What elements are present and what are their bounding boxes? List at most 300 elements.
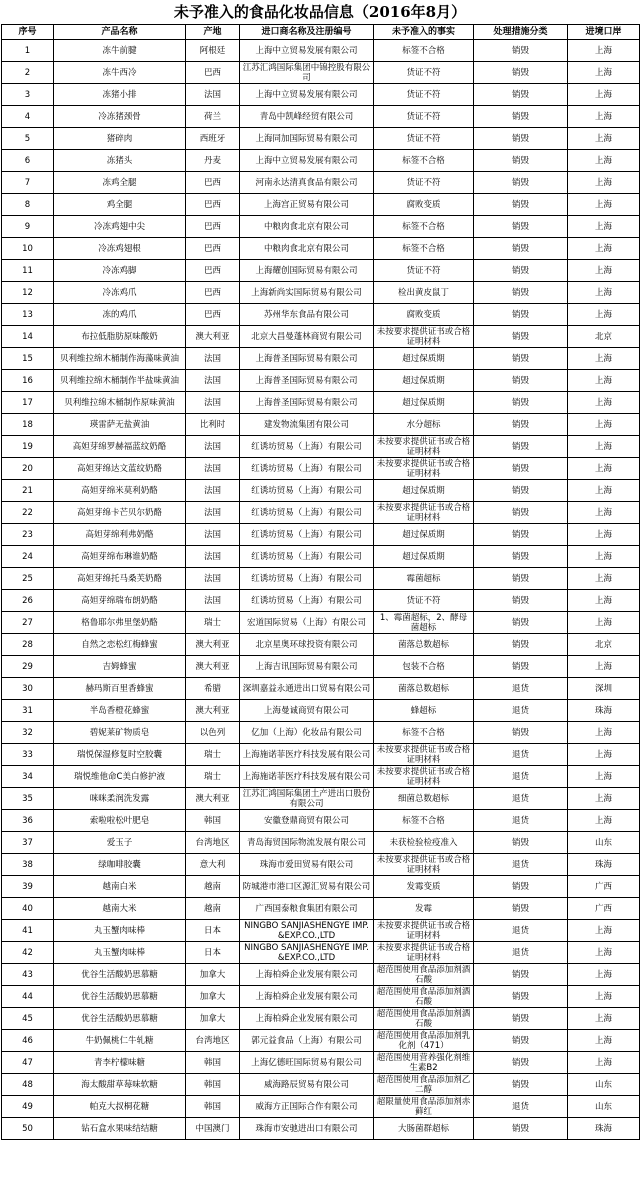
table-row <box>2 612 640 634</box>
cell-port: 上海 <box>568 480 640 502</box>
cell-importer: 上海同加国际贸易有限公司 <box>240 128 374 150</box>
table-row <box>2 1096 640 1118</box>
cell-port: 上海 <box>568 128 640 150</box>
cell-index: 2 <box>2 62 54 84</box>
cell-product-name: 高妲芽绵卡芒贝尔奶酪 <box>54 502 186 524</box>
cell-product-name: 猪碎肉 <box>54 128 186 150</box>
cell-port: 广西 <box>568 876 640 898</box>
cell-importer: 上海耀创国际贸易有限公司 <box>240 260 374 282</box>
cell-port: 上海 <box>568 1030 640 1052</box>
cell-importer: 上海普圣国际贸易有限公司 <box>240 348 374 370</box>
cell-index: 23 <box>2 524 54 546</box>
cell-product-name: 高妲芽绵瑞布朗奶酪 <box>54 590 186 612</box>
cell-importer: 北京大昌曼蓬林商贸有限公司 <box>240 326 374 348</box>
cell-product-name: 瑞悦保湿修复时空胶囊 <box>54 744 186 766</box>
cell-index: 29 <box>2 656 54 678</box>
cell-index: 47 <box>2 1052 54 1074</box>
cell-port: 上海 <box>568 238 640 260</box>
cell-port: 上海 <box>568 964 640 986</box>
header-importer: 进口商名称及注册编号 <box>240 25 374 40</box>
cell-importer: 郭元益食品（上海）有限公司 <box>240 1030 374 1052</box>
cell-origin: 法国 <box>186 370 240 392</box>
cell-action: 销毁 <box>474 1030 568 1052</box>
cell-importer: 上海中立贸易发展有限公司 <box>240 150 374 172</box>
header-origin: 产地 <box>186 25 240 40</box>
cell-product-name: 高妲芽绵罗赫福蓝纹奶酪 <box>54 436 186 458</box>
cell-importer: 上海曼诚商贸有限公司 <box>240 700 374 722</box>
cell-action: 退货 <box>474 942 568 964</box>
table-row <box>2 370 640 392</box>
table-row <box>2 348 640 370</box>
cell-index: 3 <box>2 84 54 106</box>
cell-origin: 法国 <box>186 524 240 546</box>
cell-origin: 加拿大 <box>186 964 240 986</box>
cell-action: 销毁 <box>474 282 568 304</box>
cell-origin: 韩国 <box>186 810 240 832</box>
cell-importer: 红诱坊贸易（上海）有限公司 <box>240 458 374 480</box>
cell-reason: 超过保质期 <box>374 370 474 392</box>
cell-origin: 巴西 <box>186 194 240 216</box>
document-title: 未予准入的食品化妆品信息（2016年8月） <box>173 3 467 21</box>
cell-origin: 澳大利亚 <box>186 634 240 656</box>
cell-product-name: 自然之恋松红梅蜂蜜 <box>54 634 186 656</box>
cell-port: 上海 <box>568 348 640 370</box>
cell-importer: 中粮肉食北京有限公司 <box>240 216 374 238</box>
cell-reason: 大肠菌群超标 <box>374 1118 474 1140</box>
cell-product-name: 贝利维拉绵木桶制作海藻味黄油 <box>54 348 186 370</box>
cell-importer: 江苏汇鸿国际集团中锦控股有限公司 <box>240 62 374 84</box>
cell-port: 上海 <box>568 942 640 964</box>
cell-reason: 未按要求提供证书或合格证明材料 <box>374 744 474 766</box>
cell-reason: 霉菌超标 <box>374 568 474 590</box>
cell-action: 退货 <box>474 1096 568 1118</box>
cell-reason: 未获检验检疫准入 <box>374 832 474 854</box>
cell-action: 销毁 <box>474 1052 568 1074</box>
cell-importer: 青岛中凯峰经贸有限公司 <box>240 106 374 128</box>
table-row <box>2 480 640 502</box>
cell-port: 上海 <box>568 150 640 172</box>
cell-action: 退货 <box>474 810 568 832</box>
cell-index: 19 <box>2 436 54 458</box>
cell-origin: 丹麦 <box>186 150 240 172</box>
cell-product-name: 高妲芽绵布琳谁奶酪 <box>54 546 186 568</box>
cell-reason: 超过保质期 <box>374 348 474 370</box>
cell-origin: 澳大利亚 <box>186 700 240 722</box>
table-row <box>2 458 640 480</box>
table-row <box>2 392 640 414</box>
header-index: 序号 <box>2 25 54 40</box>
cell-reason: 标签不合格 <box>374 238 474 260</box>
table-row <box>2 84 640 106</box>
cell-action: 销毁 <box>474 128 568 150</box>
cell-action: 退货 <box>474 788 568 810</box>
cell-importer: 河南永达清真食品有限公司 <box>240 172 374 194</box>
header-product-name: 产品名称 <box>54 25 186 40</box>
cell-action: 销毁 <box>474 370 568 392</box>
cell-reason: 货证不符 <box>374 106 474 128</box>
cell-action: 销毁 <box>474 546 568 568</box>
cell-importer: 红诱坊贸易（上海）有限公司 <box>240 480 374 502</box>
cell-index: 39 <box>2 876 54 898</box>
cell-action: 销毁 <box>474 194 568 216</box>
cell-reason: 货证不符 <box>374 84 474 106</box>
cell-port: 珠海 <box>568 854 640 876</box>
cell-reason: 超范围使用食品添加剂酒石酸 <box>374 964 474 986</box>
cell-importer: 上海宫正贸易有限公司 <box>240 194 374 216</box>
cell-product-name: 优谷生活酸奶思慕糖 <box>54 964 186 986</box>
cell-product-name: 越南白米 <box>54 876 186 898</box>
cell-action: 销毁 <box>474 568 568 590</box>
cell-origin: 瑞士 <box>186 612 240 634</box>
table-row <box>2 722 640 744</box>
cell-origin: 巴西 <box>186 62 240 84</box>
cell-action: 销毁 <box>474 216 568 238</box>
cell-product-name: 高妲芽绵米莫利奶酪 <box>54 480 186 502</box>
cell-importer: 上海亿德旺国际贸易有限公司 <box>240 1052 374 1074</box>
cell-origin: 荷兰 <box>186 106 240 128</box>
cell-action: 销毁 <box>474 1074 568 1096</box>
cell-product-name: 半岛香橙花蜂蜜 <box>54 700 186 722</box>
cell-index: 22 <box>2 502 54 524</box>
cell-action: 销毁 <box>474 436 568 458</box>
cell-importer: 亿加（上海）化妆品有限公司 <box>240 722 374 744</box>
cell-reason: 菌落总数超标 <box>374 678 474 700</box>
cell-origin: 巴西 <box>186 304 240 326</box>
table-row <box>2 260 640 282</box>
cell-reason: 腐败变质 <box>374 194 474 216</box>
cell-origin: 法国 <box>186 84 240 106</box>
table-row <box>2 876 640 898</box>
cell-origin: 韩国 <box>186 1096 240 1118</box>
cell-product-name: 绿咖啡胶囊 <box>54 854 186 876</box>
cell-origin: 韩国 <box>186 1052 240 1074</box>
cell-product-name: 优谷生活酸奶思慕糖 <box>54 1008 186 1030</box>
cell-product-name: 越南大米 <box>54 898 186 920</box>
cell-reason: 超过保质期 <box>374 480 474 502</box>
cell-product-name: 海太酸甜草莓味软糖 <box>54 1074 186 1096</box>
cell-reason: 货证不符 <box>374 172 474 194</box>
cell-reason: 发霉 <box>374 898 474 920</box>
cell-index: 24 <box>2 546 54 568</box>
header-row <box>2 25 640 40</box>
cell-action: 销毁 <box>474 304 568 326</box>
table-row <box>2 502 640 524</box>
cell-port: 北京 <box>568 326 640 348</box>
cell-index: 7 <box>2 172 54 194</box>
cell-port: 上海 <box>568 106 640 128</box>
cell-index: 34 <box>2 766 54 788</box>
cell-port: 上海 <box>568 656 640 678</box>
cell-importer: NINGBO SANJIASHENGYE IMP.&EXP.CO.,LTD <box>240 942 374 964</box>
cell-reason: 未按要求提供证书或合格证明材料 <box>374 942 474 964</box>
cell-index: 4 <box>2 106 54 128</box>
cell-reason: 未按要求提供证书或合格证明材料 <box>374 458 474 480</box>
cell-product-name: 贝利维拉绵木桶制作半盐味黄油 <box>54 370 186 392</box>
cell-index: 32 <box>2 722 54 744</box>
cell-action: 销毁 <box>474 722 568 744</box>
table-row <box>2 436 640 458</box>
table-row <box>2 326 640 348</box>
cell-product-name: 布拉低脂肪原味酸奶 <box>54 326 186 348</box>
table-row <box>2 788 640 810</box>
cell-importer: 红诱坊贸易（上海）有限公司 <box>240 524 374 546</box>
cell-port: 珠海 <box>568 1118 640 1140</box>
table-row <box>2 964 640 986</box>
table-row <box>2 634 640 656</box>
cell-port: 上海 <box>568 920 640 942</box>
cell-index: 26 <box>2 590 54 612</box>
cell-action: 退货 <box>474 766 568 788</box>
cell-origin: 越南 <box>186 876 240 898</box>
cell-reason: 超过保质期 <box>374 546 474 568</box>
cell-importer: 江苏汇鸿国际集团土产进出口股份有限公司 <box>240 788 374 810</box>
cell-action: 销毁 <box>474 414 568 436</box>
table-row <box>2 1030 640 1052</box>
cell-port: 上海 <box>568 194 640 216</box>
cell-action: 销毁 <box>474 898 568 920</box>
table-row <box>2 62 640 84</box>
cell-product-name: 丸玉蟹肉味棒 <box>54 920 186 942</box>
cell-importer: 中粮肉食北京有限公司 <box>240 238 374 260</box>
cell-reason: 超限量使用食品添加剂赤藓红 <box>374 1096 474 1118</box>
cell-origin: 法国 <box>186 436 240 458</box>
cell-importer: 北京星奥环球投资有限公司 <box>240 634 374 656</box>
cell-importer: 安徽登鼎商贸有限公司 <box>240 810 374 832</box>
cell-importer: 上海施诺菲医疗科技发展有限公司 <box>240 744 374 766</box>
cell-reason: 超范围使用食品添加剂酒石酸 <box>374 1008 474 1030</box>
cell-reason: 货证不符 <box>374 62 474 84</box>
cell-reason: 检出黄皮鼠丁 <box>374 282 474 304</box>
cell-importer: 深圳嘉益永通进出口贸易有限公司 <box>240 678 374 700</box>
cell-port: 上海 <box>568 568 640 590</box>
cell-index: 37 <box>2 832 54 854</box>
table-row <box>2 700 640 722</box>
cell-importer: 上海中立贸易发展有限公司 <box>240 84 374 106</box>
header-reason: 未予准入的事实 <box>374 25 474 40</box>
cell-action: 销毁 <box>474 612 568 634</box>
cell-reason: 菌落总数超标 <box>374 634 474 656</box>
cell-importer: 上海普圣国际贸易有限公司 <box>240 370 374 392</box>
cell-action: 销毁 <box>474 964 568 986</box>
cell-port: 上海 <box>568 744 640 766</box>
cell-index: 44 <box>2 986 54 1008</box>
cell-reason: 超范围使用食品添加剂乳化剂（471） <box>374 1030 474 1052</box>
cell-reason: 标签不合格 <box>374 150 474 172</box>
cell-port: 上海 <box>568 590 640 612</box>
table-row <box>2 524 640 546</box>
cell-product-name: 冷冻猪颈骨 <box>54 106 186 128</box>
cell-index: 45 <box>2 1008 54 1030</box>
cell-action: 销毁 <box>474 480 568 502</box>
table-row <box>2 744 640 766</box>
cell-action: 销毁 <box>474 656 568 678</box>
table-row <box>2 920 640 942</box>
header-action: 处理措施分类 <box>474 25 568 40</box>
cell-product-name: 吉姆蜂蜜 <box>54 656 186 678</box>
cell-port: 上海 <box>568 84 640 106</box>
cell-index: 12 <box>2 282 54 304</box>
cell-origin: 越南 <box>186 898 240 920</box>
cell-port: 上海 <box>568 1052 640 1074</box>
cell-reason: 未按要求提供证书或合格证明材料 <box>374 326 474 348</box>
cell-index: 17 <box>2 392 54 414</box>
cell-index: 48 <box>2 1074 54 1096</box>
cell-port: 上海 <box>568 216 640 238</box>
table-row <box>2 304 640 326</box>
table-row <box>2 656 640 678</box>
cell-importer: 上海新尚实国际贸易有限公司 <box>240 282 374 304</box>
cell-product-name: 青李柠檬味糖 <box>54 1052 186 1074</box>
cell-action: 销毁 <box>474 502 568 524</box>
cell-action: 销毁 <box>474 876 568 898</box>
table-row <box>2 128 640 150</box>
cell-origin: 西班牙 <box>186 128 240 150</box>
cell-port: 上海 <box>568 392 640 414</box>
cell-product-name: 冻的鸡爪 <box>54 304 186 326</box>
cell-index: 35 <box>2 788 54 810</box>
rejected-products-table <box>1 24 640 1140</box>
cell-product-name: 冻牛前腱 <box>54 40 186 62</box>
cell-product-name: 爱玉子 <box>54 832 186 854</box>
cell-port: 上海 <box>568 304 640 326</box>
cell-action: 退货 <box>474 744 568 766</box>
cell-product-name: 赫玛斯百里香蜂蜜 <box>54 678 186 700</box>
cell-index: 1 <box>2 40 54 62</box>
cell-origin: 日本 <box>186 920 240 942</box>
cell-index: 15 <box>2 348 54 370</box>
cell-origin: 中国澳门 <box>186 1118 240 1140</box>
cell-reason: 未按要求提供证书或合格证明材料 <box>374 436 474 458</box>
cell-port: 上海 <box>568 370 640 392</box>
table-row <box>2 106 640 128</box>
cell-origin: 加拿大 <box>186 986 240 1008</box>
cell-port: 上海 <box>568 546 640 568</box>
cell-reason: 水分超标 <box>374 414 474 436</box>
cell-port: 上海 <box>568 172 640 194</box>
cell-product-name: 咪咪柔润洗发露 <box>54 788 186 810</box>
cell-product-name: 优谷生活酸奶思慕糖 <box>54 986 186 1008</box>
cell-reason: 超范围使用营养强化剂维生素B2 <box>374 1052 474 1074</box>
cell-importer: 威海路辰贸易有限公司 <box>240 1074 374 1096</box>
cell-importer: NINGBO SANJIASHENGYE IMP.&EXP.CO.,LTD <box>240 920 374 942</box>
table-row <box>2 1052 640 1074</box>
cell-origin: 法国 <box>186 392 240 414</box>
cell-action: 退货 <box>474 920 568 942</box>
cell-reason: 包装不合格 <box>374 656 474 678</box>
cell-reason: 标签不合格 <box>374 40 474 62</box>
cell-reason: 细菌总数超标 <box>374 788 474 810</box>
cell-action: 退货 <box>474 854 568 876</box>
cell-index: 6 <box>2 150 54 172</box>
cell-origin: 意大利 <box>186 854 240 876</box>
cell-origin: 澳大利亚 <box>186 788 240 810</box>
cell-product-name: 冻牛西冷 <box>54 62 186 84</box>
cell-importer: 珠海市爱田贸易有限公司 <box>240 854 374 876</box>
cell-origin: 法国 <box>186 568 240 590</box>
cell-action: 销毁 <box>474 1008 568 1030</box>
cell-reason: 超范围使用食品添加剂酒石酸 <box>374 986 474 1008</box>
cell-action: 销毁 <box>474 832 568 854</box>
cell-port: 山东 <box>568 1074 640 1096</box>
cell-action: 销毁 <box>474 62 568 84</box>
table-row <box>2 810 640 832</box>
cell-reason: 超范围使用食品添加剂乙二醇 <box>374 1074 474 1096</box>
cell-product-name: 牛奶佩桃仁牛轧糖 <box>54 1030 186 1052</box>
cell-origin: 巴西 <box>186 282 240 304</box>
cell-port: 上海 <box>568 722 640 744</box>
cell-origin: 巴西 <box>186 172 240 194</box>
cell-action: 销毁 <box>474 40 568 62</box>
cell-index: 27 <box>2 612 54 634</box>
cell-importer: 上海柏舜企业发展有限公司 <box>240 1008 374 1030</box>
cell-reason: 未按要求提供证书或合格证明材料 <box>374 766 474 788</box>
cell-importer: 苏州华东食品有限公司 <box>240 304 374 326</box>
cell-port: 上海 <box>568 282 640 304</box>
cell-product-name: 钻石盒水果味结结糖 <box>54 1118 186 1140</box>
cell-origin: 阿根廷 <box>186 40 240 62</box>
cell-index: 43 <box>2 964 54 986</box>
cell-importer: 上海柏舜企业发展有限公司 <box>240 986 374 1008</box>
cell-product-name: 格鲁耶尔弗里堡奶酪 <box>54 612 186 634</box>
cell-reason: 蜂超标 <box>374 700 474 722</box>
cell-product-name: 瑞悦维他命C美白修护液 <box>54 766 186 788</box>
table-row <box>2 1074 640 1096</box>
table-row <box>2 986 640 1008</box>
cell-product-name: 索啦啦松叶肥皂 <box>54 810 186 832</box>
cell-index: 49 <box>2 1096 54 1118</box>
cell-origin: 台湾地区 <box>186 1030 240 1052</box>
cell-action: 销毁 <box>474 590 568 612</box>
cell-reason: 货证不符 <box>374 128 474 150</box>
table-row <box>2 854 640 876</box>
cell-action: 销毁 <box>474 524 568 546</box>
cell-port: 广西 <box>568 898 640 920</box>
cell-importer: 红诱坊贸易（上海）有限公司 <box>240 568 374 590</box>
cell-importer: 上海柏舜企业发展有限公司 <box>240 964 374 986</box>
cell-product-name: 冻猪头 <box>54 150 186 172</box>
cell-importer: 威海方正国际合作有限公司 <box>240 1096 374 1118</box>
cell-importer: 红诱坊贸易（上海）有限公司 <box>240 546 374 568</box>
cell-action: 销毁 <box>474 392 568 414</box>
cell-importer: 防城港市港口区源汇贸易有限公司 <box>240 876 374 898</box>
cell-action: 销毁 <box>474 1118 568 1140</box>
cell-action: 销毁 <box>474 106 568 128</box>
cell-index: 16 <box>2 370 54 392</box>
cell-action: 销毁 <box>474 238 568 260</box>
cell-origin: 澳大利亚 <box>186 326 240 348</box>
cell-reason: 未按要求提供证书或合格证明材料 <box>374 502 474 524</box>
cell-index: 9 <box>2 216 54 238</box>
cell-origin: 瑞士 <box>186 766 240 788</box>
cell-origin: 加拿大 <box>186 1008 240 1030</box>
cell-action: 销毁 <box>474 84 568 106</box>
cell-origin: 法国 <box>186 458 240 480</box>
cell-port: 上海 <box>568 1008 640 1030</box>
cell-index: 18 <box>2 414 54 436</box>
cell-origin: 法国 <box>186 348 240 370</box>
cell-origin: 法国 <box>186 502 240 524</box>
cell-port: 上海 <box>568 414 640 436</box>
cell-reason: 标签不合格 <box>374 216 474 238</box>
table-row <box>2 40 640 62</box>
cell-product-name: 高妲芽绵达文蓝纹奶酪 <box>54 458 186 480</box>
cell-importer: 广西国泰粮食集团有限公司 <box>240 898 374 920</box>
cell-action: 退货 <box>474 700 568 722</box>
cell-port: 北京 <box>568 634 640 656</box>
cell-origin: 韩国 <box>186 1074 240 1096</box>
cell-port: 上海 <box>568 458 640 480</box>
cell-index: 21 <box>2 480 54 502</box>
